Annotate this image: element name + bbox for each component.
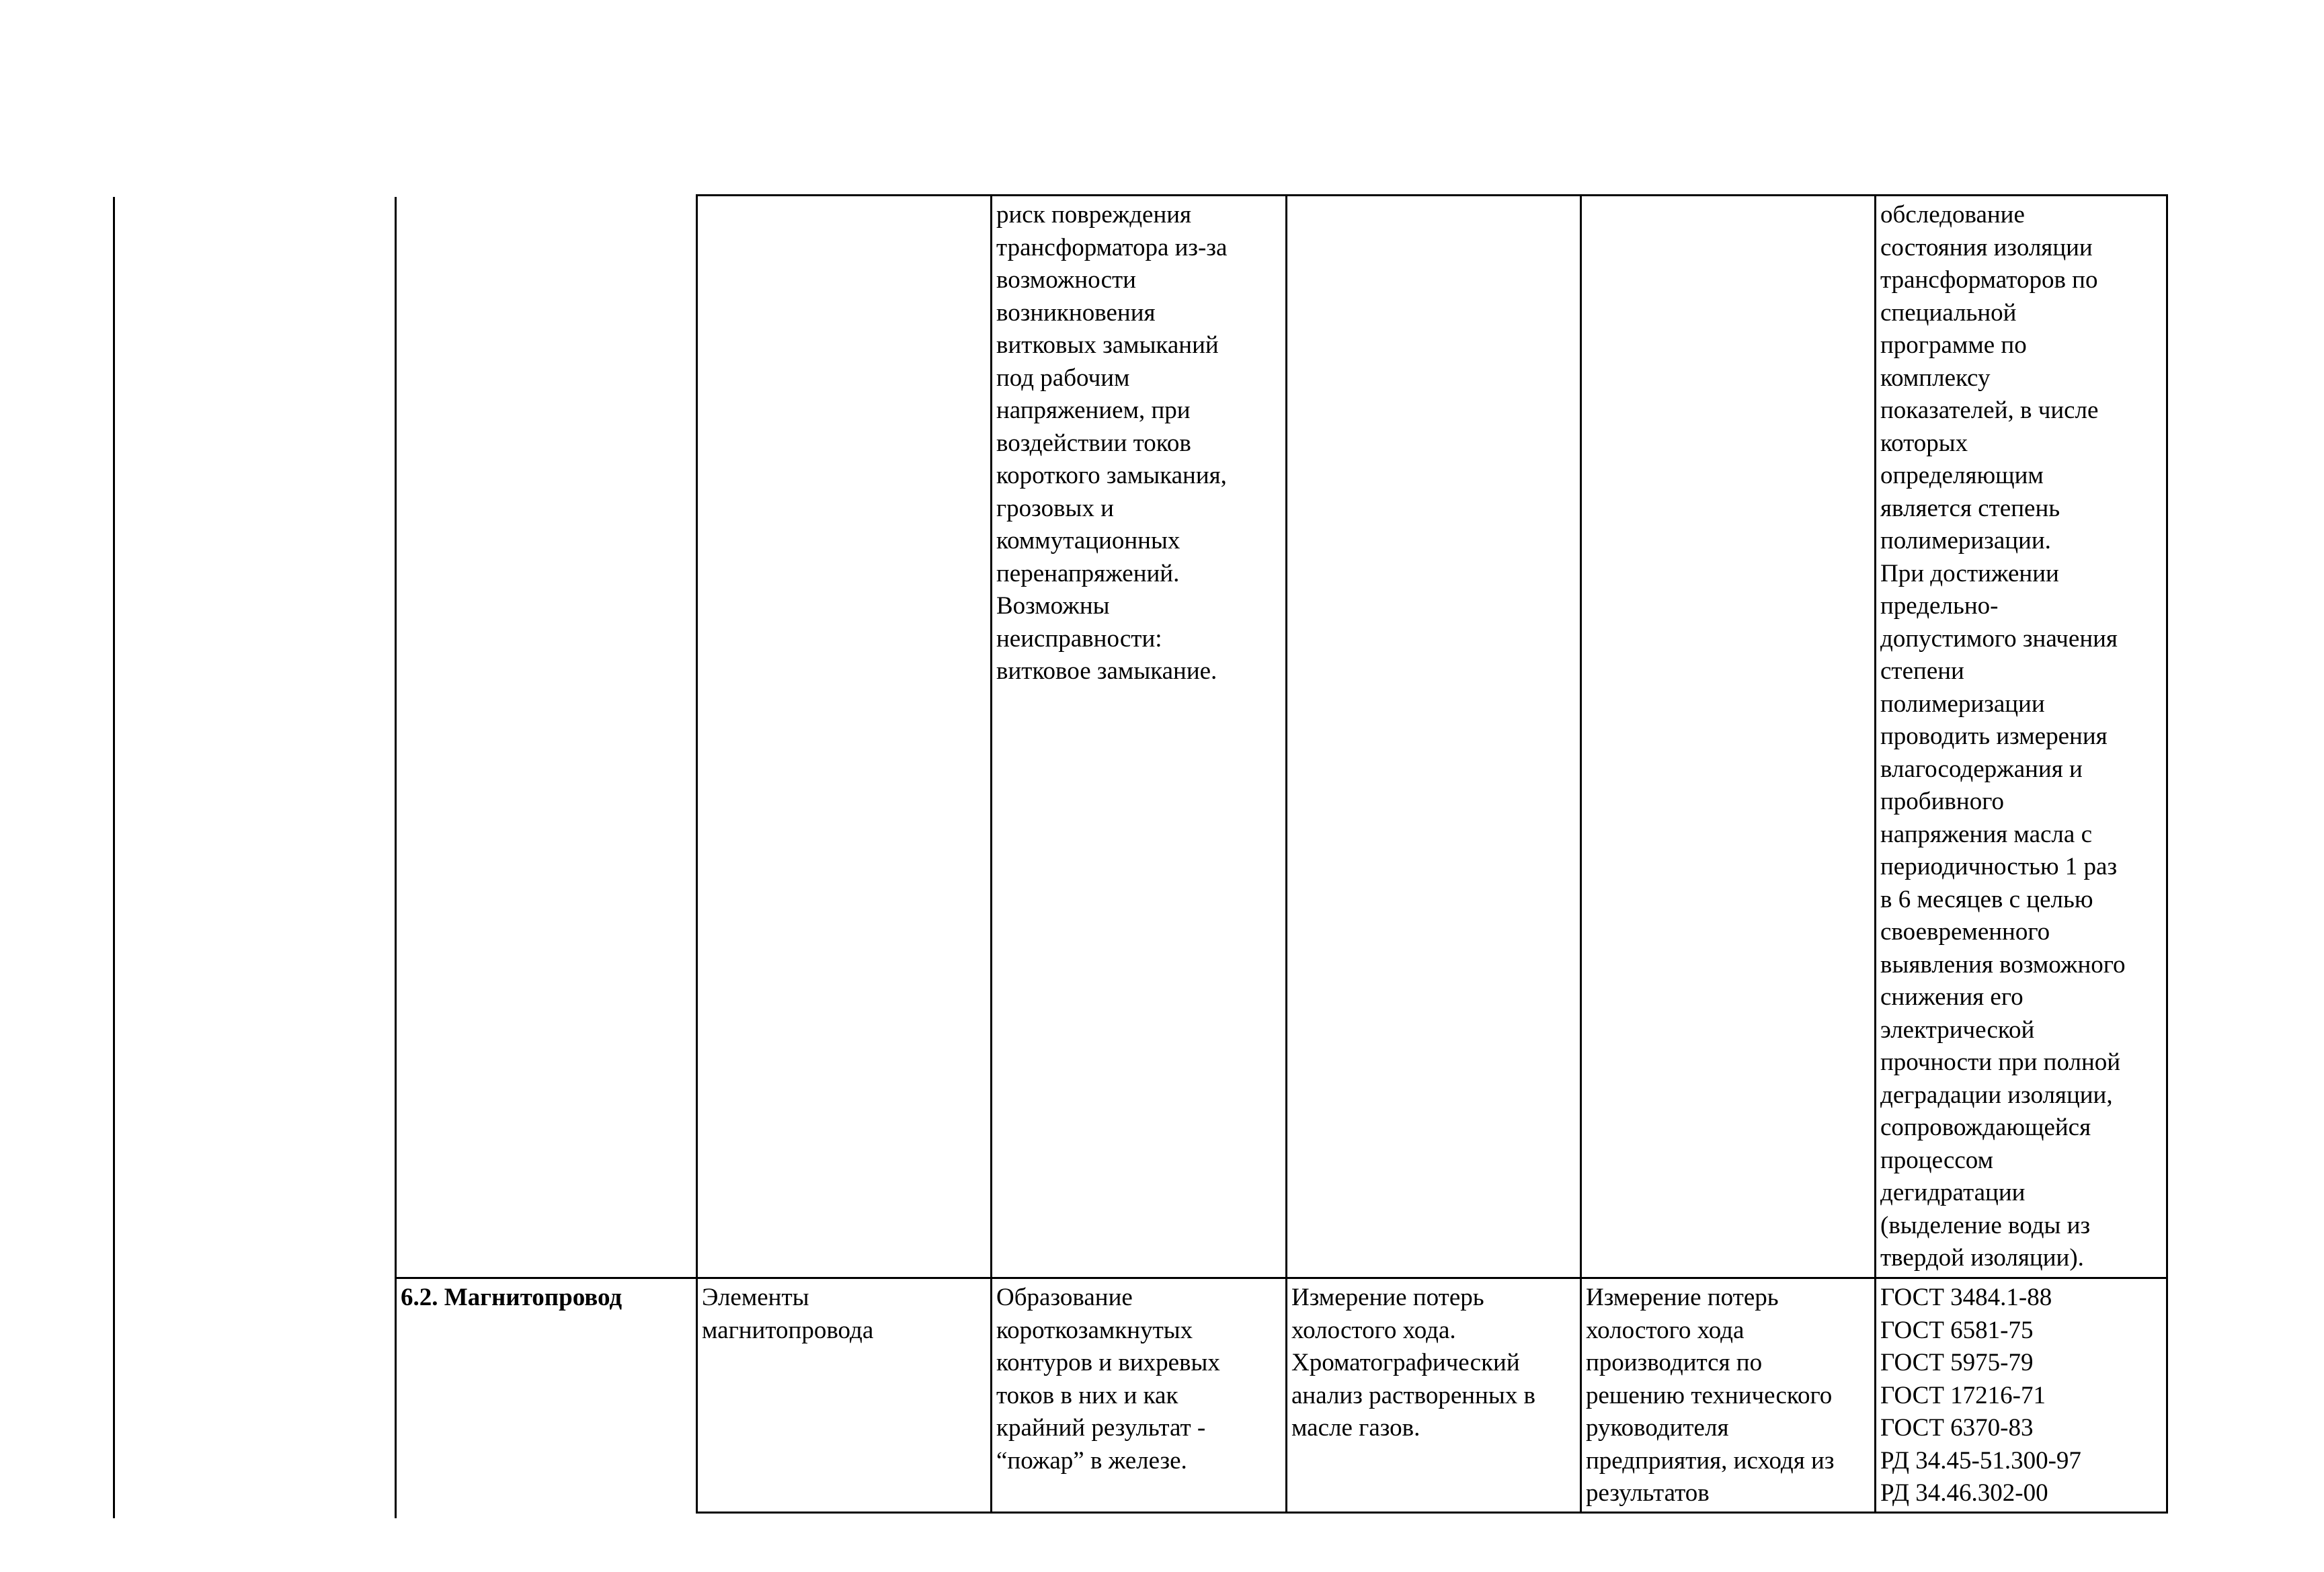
risk-description-cell: риск повреждения трансформатора из-за возможности возникновения витковых замыканий под рабочим напряжением, при воздействии токов короткого замыкания, грозовых и коммутационных перенапряжений. Возможны неисправности: витковое замыкание. xyxy=(996,201,1228,685)
periodicity-cell: Измерение потерь холостого хода производится по решению технического руководителя предприятия, исходя из результатов xyxy=(1586,1284,1835,1507)
section-title-6-2: 6.2. Магнитопровод xyxy=(401,1284,623,1311)
element-name-cell: Элементы магнитопровода xyxy=(702,1284,874,1344)
recommendation-cell: обследование состояния изоляции трансформаторов по специальной программе по комплексу показателей, в числе которых определяющим является степень полимеризации. При достижении предельно- допустимого значения степени полимеризации проводить измерения влагосодержания и пробивного напряжения масла с периодичностью 1 раз в 6 месяцев с целью своевременного выявления возможного снижения его электрической прочности при полной деградации изоляции, сопровождающейся процессом дегидратации (выделение воды из твердой изоляции). xyxy=(1880,201,2126,1272)
standards-cell: ГОСТ 3484.1-88 ГОСТ 6581-75 ГОСТ 5975-79 ГОСТ 17216-71 ГОСТ 6370-83 РД 34.45-51.300-97 РД 34.46.302-00 xyxy=(1880,1284,2081,1507)
left-border-line xyxy=(113,197,115,1518)
diagnostics-method-cell: Измерение потерь холостого хода. Хроматографический анализ растворенных в масле газов. xyxy=(1291,1284,1535,1442)
defect-description-cell: Образование короткозамкнутых контуров и вихревых токов в них и как крайний результат - “пожар” в железе. xyxy=(996,1284,1220,1475)
